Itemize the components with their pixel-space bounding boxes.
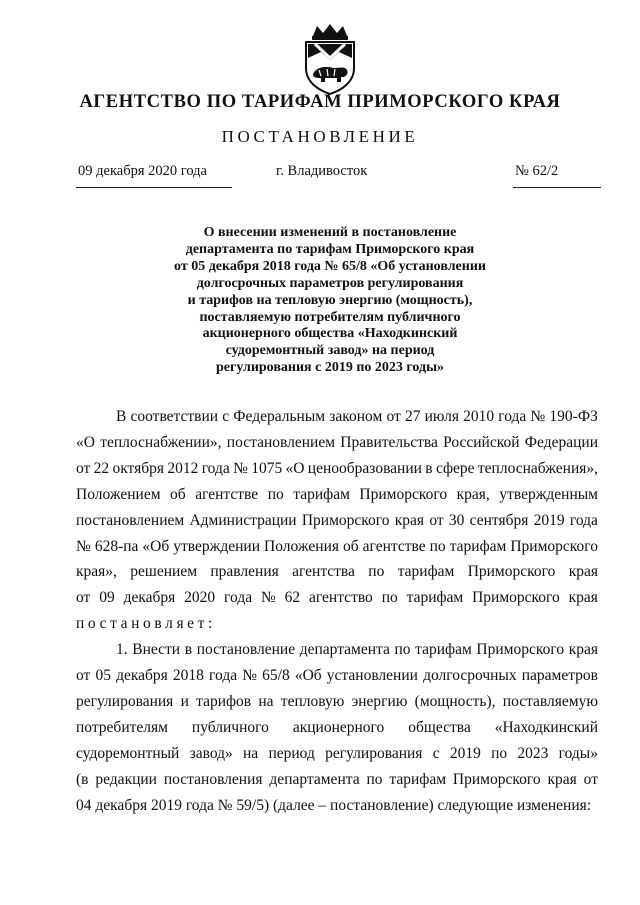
- word: ценообразовании: [307, 459, 422, 477]
- body-line: [76, 508, 598, 534]
- word: по: [394, 641, 411, 659]
- word: в: [184, 641, 193, 659]
- body-line: [76, 715, 598, 741]
- word: №: [242, 667, 258, 685]
- word: 30: [448, 511, 465, 529]
- word: об: [343, 537, 359, 555]
- resolves-word: постановляет:: [76, 615, 216, 633]
- word: теплоснабжения»,: [477, 459, 598, 477]
- word: с: [432, 744, 440, 762]
- word: общества: [408, 718, 471, 736]
- word: Приморского: [472, 589, 560, 607]
- word: «Об: [142, 537, 170, 555]
- word: сфере: [435, 459, 475, 477]
- word: 2019: [533, 511, 565, 529]
- word: департамента: [299, 641, 390, 659]
- word: Приморского: [510, 537, 598, 555]
- word: об: [170, 485, 186, 503]
- word: поставляемую: [502, 692, 598, 710]
- word: 1.: [116, 641, 128, 659]
- word: тарифам: [415, 641, 472, 659]
- word: по: [381, 589, 398, 607]
- subject-line: О внесении изменений в постановление: [203, 225, 457, 240]
- body-line: [76, 741, 598, 767]
- word: октября: [112, 459, 165, 477]
- word: от: [386, 408, 401, 425]
- subject-line: департамента по тарифам Приморского края: [185, 241, 475, 257]
- body-line: [76, 767, 598, 793]
- word: департамента: [269, 770, 360, 788]
- word: Приморского: [467, 563, 556, 581]
- word: с: [222, 408, 230, 425]
- word: Российской: [443, 433, 520, 451]
- word: 2020: [184, 589, 216, 607]
- word: Приморского: [476, 641, 565, 659]
- word: годы»: [558, 744, 598, 762]
- word: Администрации: [189, 511, 297, 529]
- word: №: [76, 537, 91, 555]
- subject-line: поставляемую потребителям публичного: [199, 309, 461, 325]
- word: период: [268, 744, 315, 762]
- word: по: [491, 744, 508, 762]
- subject-line: судоремонтный завод» на период: [225, 343, 435, 359]
- word: края: [547, 770, 577, 788]
- word: сентября: [469, 511, 529, 529]
- agency-name: АГЕНТСТВО ПО ТАРИФАМ ПРИМОРСКОГО КРАЯ: [79, 92, 561, 112]
- word: соответствии: [130, 408, 219, 425]
- document-subject: [120, 225, 540, 377]
- word: 05: [95, 667, 111, 685]
- word: параметров: [521, 667, 598, 685]
- subject-line: долгосрочных параметров регулирования: [196, 275, 464, 291]
- word: края: [568, 641, 598, 659]
- word: агентстве: [362, 537, 426, 555]
- word: (в: [76, 770, 89, 788]
- word: 09: [99, 589, 115, 607]
- word: «О: [285, 459, 305, 477]
- word: агентство: [309, 589, 373, 607]
- word: агентстве: [195, 485, 259, 503]
- word: утверждении: [173, 537, 261, 555]
- word: 2010: [463, 408, 495, 425]
- word: агентства: [292, 563, 355, 581]
- word: постановление: [196, 641, 296, 659]
- word: Федеральным: [233, 408, 326, 425]
- word: постановлением: [76, 511, 185, 529]
- subject-line: регулирования с 2019 по 2023 годы»: [215, 360, 445, 376]
- word: года: [224, 589, 253, 607]
- document-type: ПОСТАНОВЛЕНИЕ: [221, 127, 419, 146]
- document-body: [76, 404, 598, 819]
- word: от: [76, 667, 91, 685]
- word: Приморского: [359, 485, 448, 503]
- word: 1075: [251, 459, 283, 477]
- body-line: [76, 559, 598, 585]
- word: 22: [93, 459, 110, 477]
- word: правления: [210, 563, 279, 581]
- subject-line: от 05 декабря 2018 года № 65/8 «Об установлении: [174, 258, 486, 274]
- word: 2012: [167, 459, 199, 477]
- word: края,: [456, 485, 490, 503]
- word: утвержденным: [499, 485, 598, 503]
- word: года: [209, 667, 238, 685]
- word: «О: [76, 433, 95, 451]
- body-line: [76, 430, 598, 456]
- word: Внести: [132, 641, 181, 659]
- word: по: [267, 485, 284, 503]
- word: акционерного: [292, 718, 385, 736]
- word: 65/8: [262, 667, 290, 685]
- body-line: [76, 534, 598, 560]
- word: июля: [424, 408, 459, 425]
- word: энергию: [351, 692, 408, 710]
- word: тарифам: [449, 537, 507, 555]
- word: тарифам: [406, 589, 464, 607]
- word: регулирования: [325, 744, 423, 762]
- word: 2018: [172, 667, 204, 685]
- word: публичного: [191, 718, 269, 736]
- document-number: № 62/2: [513, 163, 601, 188]
- word: 190-ФЗ: [549, 408, 598, 425]
- word: Положением: [76, 485, 161, 503]
- word: 27: [404, 408, 421, 425]
- word: от: [583, 770, 598, 788]
- body-line: [76, 482, 598, 508]
- word: №: [260, 589, 276, 607]
- word: Правительства: [340, 433, 438, 451]
- word: тарифам: [389, 770, 447, 788]
- body-line: [76, 689, 598, 715]
- word: регулирования: [76, 692, 174, 710]
- word: по: [429, 537, 446, 555]
- word: постановления: [163, 770, 263, 788]
- word: судоремонтный: [76, 744, 180, 762]
- word: тарифов: [196, 692, 252, 710]
- body-line: [76, 663, 598, 689]
- word: потребителям: [76, 718, 168, 736]
- word: тепловую: [280, 692, 345, 710]
- word: по: [368, 563, 385, 581]
- word: края: [394, 511, 425, 529]
- body-line: [76, 404, 598, 430]
- word: на: [258, 692, 274, 710]
- body-line: 04 декабря 2019 года № 59/5) (далее – постановление) следующие изменения:: [76, 796, 592, 814]
- word: законом: [329, 408, 383, 425]
- subject-line: акционерного общества «Находкинский: [202, 326, 458, 342]
- word: долгосрочных: [423, 667, 517, 685]
- word: по: [366, 770, 383, 788]
- word: тарифам: [397, 563, 455, 581]
- word: от: [429, 511, 444, 529]
- word: редакции: [95, 770, 157, 788]
- body-line: [76, 585, 598, 611]
- word: постановлением: [226, 433, 336, 451]
- word: установлении: [326, 667, 418, 685]
- word: на: [243, 744, 259, 762]
- word: 2023: [517, 744, 549, 762]
- word: тарифам: [293, 485, 350, 503]
- word: в: [425, 459, 433, 477]
- word: Приморского: [452, 770, 541, 788]
- document-city: г. Владивосток: [276, 163, 368, 179]
- word: решением: [130, 563, 198, 581]
- word: года: [498, 408, 527, 425]
- word: края: [568, 563, 598, 581]
- word: 2019: [449, 744, 481, 762]
- word: и: [180, 692, 189, 710]
- word: №: [530, 408, 546, 425]
- word: В: [116, 408, 127, 425]
- word: от: [76, 589, 91, 607]
- body-line: [76, 456, 598, 482]
- word: от: [76, 459, 91, 477]
- word: (мощность),: [414, 692, 496, 710]
- word: Приморского: [301, 511, 390, 529]
- word: Положения: [264, 537, 339, 555]
- word: теплоснабжении»,: [100, 433, 222, 451]
- subject-line: и тарифов на тепловую энергию (мощность),: [187, 292, 473, 308]
- word: декабря: [123, 589, 176, 607]
- word: завод»: [189, 744, 233, 762]
- word: «Находкинский: [494, 718, 598, 736]
- word: «Об: [294, 667, 322, 685]
- word: года: [201, 459, 230, 477]
- word: 62: [284, 589, 301, 607]
- body-line: [76, 637, 598, 663]
- word: 628-па: [94, 537, 139, 555]
- word: края»,: [76, 563, 117, 581]
- word: Федерации: [524, 433, 598, 451]
- coat-of-arms-icon: [297, 22, 363, 96]
- word: года: [569, 511, 598, 529]
- word: края: [568, 589, 598, 607]
- word: №: [233, 459, 248, 477]
- word: декабря: [116, 667, 168, 685]
- document-date: 09 декабря 2020 года: [76, 163, 232, 188]
